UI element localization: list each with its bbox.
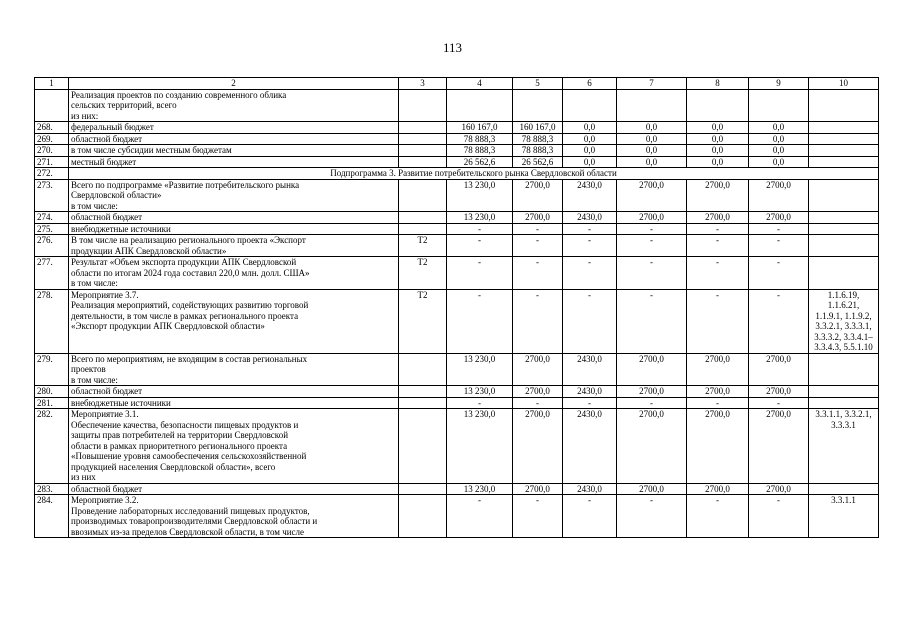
year-cell: 0,0 [687,122,749,134]
year-cell: - [749,257,809,290]
total-cell: 13 230,0 [447,353,513,386]
total-cell: - [447,495,513,538]
table-row [35,257,879,290]
row-number-cell: 274. [35,212,69,224]
year-cell: 160 167,0 [513,122,563,134]
page-number: 113 [442,40,463,55]
total-cell: 78 888,3 [447,145,513,157]
row-number-cell: 269. [35,133,69,145]
year-cell: - [749,223,809,235]
table-row [35,353,879,386]
year-cell: - [687,257,749,290]
header-cell: 7 [617,78,687,90]
year-cell: - [687,495,749,538]
year-cell: - [687,223,749,235]
year-cell: 2700,0 [687,179,749,212]
year-cell: 2700,0 [687,483,749,495]
year-cell: 2700,0 [513,386,563,398]
total-cell: - [447,397,513,409]
target-cell [399,495,447,538]
year-cell: - [563,495,617,538]
total-cell [447,89,513,122]
budget-table [34,77,879,538]
item-name-cell: областной бюджет [69,133,399,145]
year-cell: - [513,397,563,409]
year-cell: - [617,223,687,235]
year-cell: 0,0 [749,156,809,168]
target-cell [399,122,447,134]
year-cell: 2700,0 [687,212,749,224]
year-cell [687,89,749,122]
year-cell: - [617,257,687,290]
total-cell: 13 230,0 [447,409,513,484]
indicator-refs-cell [809,122,879,134]
total-cell: 26 562,6 [447,156,513,168]
target-cell [399,133,447,145]
year-cell: 2700,0 [617,353,687,386]
header-cell: 2 [69,78,399,90]
header-cell: 5 [513,78,563,90]
year-cell: - [617,495,687,538]
indicator-refs-cell [809,353,879,386]
year-cell: 2430,0 [563,212,617,224]
header-cell: 6 [563,78,617,90]
header-cell: 3 [399,78,447,90]
year-cell: 0,0 [617,156,687,168]
year-cell: 2700,0 [513,353,563,386]
item-name-cell: В том числе на реализацию регионального проекта «Экспорт продукции АПК Свердловской области» [69,235,399,257]
row-number-cell: 278. [35,289,69,353]
indicator-refs-cell [809,212,879,224]
item-name-cell: областной бюджет [69,212,399,224]
year-cell: 2430,0 [563,483,617,495]
table-row [35,495,879,538]
year-cell: 2700,0 [617,386,687,398]
table-row [35,386,879,398]
year-cell: 2700,0 [687,386,749,398]
year-cell: - [513,289,563,353]
year-cell: - [687,235,749,257]
year-cell: - [563,257,617,290]
year-cell: 2700,0 [687,409,749,484]
target-cell: Т2 [399,235,447,257]
year-cell: 2700,0 [749,483,809,495]
indicator-refs-cell [809,483,879,495]
target-cell [399,386,447,398]
year-cell: 0,0 [617,145,687,157]
row-number-cell: 283. [35,483,69,495]
total-cell: - [447,235,513,257]
item-name-cell: Всего по подпрограмме «Развитие потребительского рынка Свердловской области» в том числе: [69,179,399,212]
year-cell: 2700,0 [749,386,809,398]
target-cell [399,397,447,409]
target-cell [399,89,447,122]
indicator-refs-cell [809,257,879,290]
year-cell: - [617,289,687,353]
total-cell: - [447,257,513,290]
header-cell: 4 [447,78,513,90]
year-cell: 2700,0 [617,179,687,212]
year-cell: 78 888,3 [513,145,563,157]
total-cell: - [447,289,513,353]
year-cell: - [687,397,749,409]
target-cell [399,483,447,495]
table-row [35,179,879,212]
year-cell: 2700,0 [617,483,687,495]
year-cell: - [513,495,563,538]
header-cell: 10 [809,78,879,90]
row-number-cell [35,89,69,122]
total-cell: 13 230,0 [447,483,513,495]
year-cell [617,89,687,122]
year-cell: - [563,289,617,353]
item-name-cell: областной бюджет [69,483,399,495]
header-cell: 8 [687,78,749,90]
year-cell: 2700,0 [617,409,687,484]
row-number-cell: 270. [35,145,69,157]
item-name-cell: Результат «Объем экспорта продукции АПК Свердловской области по итогам 2024 года составил 220,0 млн. долл. США» в том числе: [69,257,399,290]
year-cell: 0,0 [617,133,687,145]
table-row [35,409,879,484]
item-name-cell: Мероприятие 3.1. Обеспечение качества, безопасности пищевых продуктов и защиты прав потребителей на территории Свердловской области в рамках приоритетного регионального проекта «Повышение уровня самообеспечения сельскохозяйственной продукцией населения Свердловской области», всего из них [69,409,399,484]
row-number-cell: 279. [35,353,69,386]
year-cell: 2700,0 [513,179,563,212]
year-cell: 2700,0 [687,353,749,386]
year-cell: - [749,397,809,409]
indicator-refs-cell [809,133,879,145]
item-name-cell: внебюджетные источники [69,223,399,235]
row-number-cell: 284. [35,495,69,538]
item-name-cell: в том числе субсидии местным бюджетам [69,145,399,157]
table-row [35,145,879,157]
item-name-cell: внебюджетные источники [69,397,399,409]
year-cell: 2700,0 [513,409,563,484]
year-cell [513,89,563,122]
year-cell: 2430,0 [563,386,617,398]
year-cell: 0,0 [687,133,749,145]
year-cell [563,89,617,122]
year-cell: 2700,0 [749,179,809,212]
item-name-cell: Мероприятие 3.7. Реализация мероприятий, содействующих развитию торговой деятельности, в том числе в рамках регионального проекта «Экспорт продукции АПК Свердловской области» [69,289,399,353]
target-cell [399,353,447,386]
year-cell: 0,0 [749,133,809,145]
year-cell: 2700,0 [749,353,809,386]
year-cell [749,89,809,122]
item-name-cell: местный бюджет [69,156,399,168]
header-cell: 9 [749,78,809,90]
indicator-refs-cell [809,386,879,398]
year-cell: 2430,0 [563,409,617,484]
year-cell: 0,0 [563,122,617,134]
year-cell: - [513,235,563,257]
table-row [35,483,879,495]
indicator-refs-cell [809,89,879,122]
year-cell: 0,0 [563,156,617,168]
indicator-refs-cell [809,235,879,257]
target-cell [399,212,447,224]
year-cell: 0,0 [563,133,617,145]
row-number-cell: 275. [35,223,69,235]
year-cell: 0,0 [687,156,749,168]
year-cell: 2700,0 [749,212,809,224]
year-cell: - [563,223,617,235]
target-cell: Т2 [399,289,447,353]
target-cell [399,145,447,157]
year-cell: - [563,235,617,257]
year-cell: 0,0 [563,145,617,157]
header-row [35,78,879,90]
table-row [35,156,879,168]
table-row [35,133,879,145]
year-cell: 2700,0 [513,212,563,224]
target-cell: Т2 [399,257,447,290]
year-cell: 2700,0 [749,409,809,484]
year-cell: - [617,397,687,409]
year-cell: - [687,289,749,353]
indicator-refs-cell [809,223,879,235]
row-number-cell: 271. [35,156,69,168]
year-cell: - [563,397,617,409]
indicator-refs-cell: 3.3.1.1 [809,495,879,538]
item-name-cell: областной бюджет [69,386,399,398]
target-cell [399,223,447,235]
year-cell: 0,0 [749,145,809,157]
year-cell: 2700,0 [617,212,687,224]
total-cell: - [447,223,513,235]
year-cell: 26 562,6 [513,156,563,168]
year-cell: - [749,495,809,538]
table-row [35,212,879,224]
table-row [35,397,879,409]
row-number-cell: 281. [35,397,69,409]
table-row [35,168,879,180]
total-cell: 13 230,0 [447,212,513,224]
indicator-refs-cell [809,397,879,409]
table-row [35,223,879,235]
total-cell: 13 230,0 [447,179,513,212]
item-name-cell: федеральный бюджет [69,122,399,134]
year-cell: - [513,223,563,235]
row-number-cell: 273. [35,179,69,212]
target-cell [399,156,447,168]
row-number-cell: 276. [35,235,69,257]
year-cell: 0,0 [749,122,809,134]
total-cell: 13 230,0 [447,386,513,398]
item-name-cell: Мероприятие 3.2. Проведение лабораторных исследований пищевых продуктов, производимых товаропроизводителями Свердловской области и ввозимых из-за пределов Свердловской области, в том числе [69,495,399,538]
section-title-cell: Подпрограмма 3. Развитие потребительского рынка Свердловской области [69,168,879,180]
year-cell: - [749,289,809,353]
row-number-cell: 277. [35,257,69,290]
item-name-cell: Всего по мероприятиям, не входящим в состав региональных проектов в том числе: [69,353,399,386]
indicator-refs-cell: 1.1.6.19, 1.1.6.21, 1.1.9.1, 1.1.9.2, 3.3.2.1, 3.3.3.1, 3.3.3.2, 3.3.4.1– 3.3.4.3, 5.5.1.10 [809,289,879,353]
total-cell: 78 888,3 [447,133,513,145]
table-row [35,89,879,122]
year-cell: 2700,0 [513,483,563,495]
indicator-refs-cell [809,179,879,212]
indicator-refs-cell [809,145,879,157]
target-cell [399,409,447,484]
year-cell: 2430,0 [563,179,617,212]
year-cell: 0,0 [687,145,749,157]
year-cell: 0,0 [617,122,687,134]
item-name-cell: Реализация проектов по созданию современного облика сельских территорий, всего из них: [69,89,399,122]
header-cell: 1 [35,78,69,90]
year-cell: 78 888,3 [513,133,563,145]
year-cell: - [749,235,809,257]
year-cell: - [617,235,687,257]
row-number-cell: 272. [35,168,69,180]
indicator-refs-cell [809,156,879,168]
table-row [35,235,879,257]
total-cell: 160 167,0 [447,122,513,134]
target-cell [399,179,447,212]
row-number-cell: 280. [35,386,69,398]
year-cell: - [513,257,563,290]
row-number-cell: 268. [35,122,69,134]
row-number-cell: 282. [35,409,69,484]
year-cell: 2430,0 [563,353,617,386]
table-row [35,289,879,353]
table-row [35,122,879,134]
indicator-refs-cell: 3.3.1.1, 3.3.2.1, 3.3.3.1 [809,409,879,484]
